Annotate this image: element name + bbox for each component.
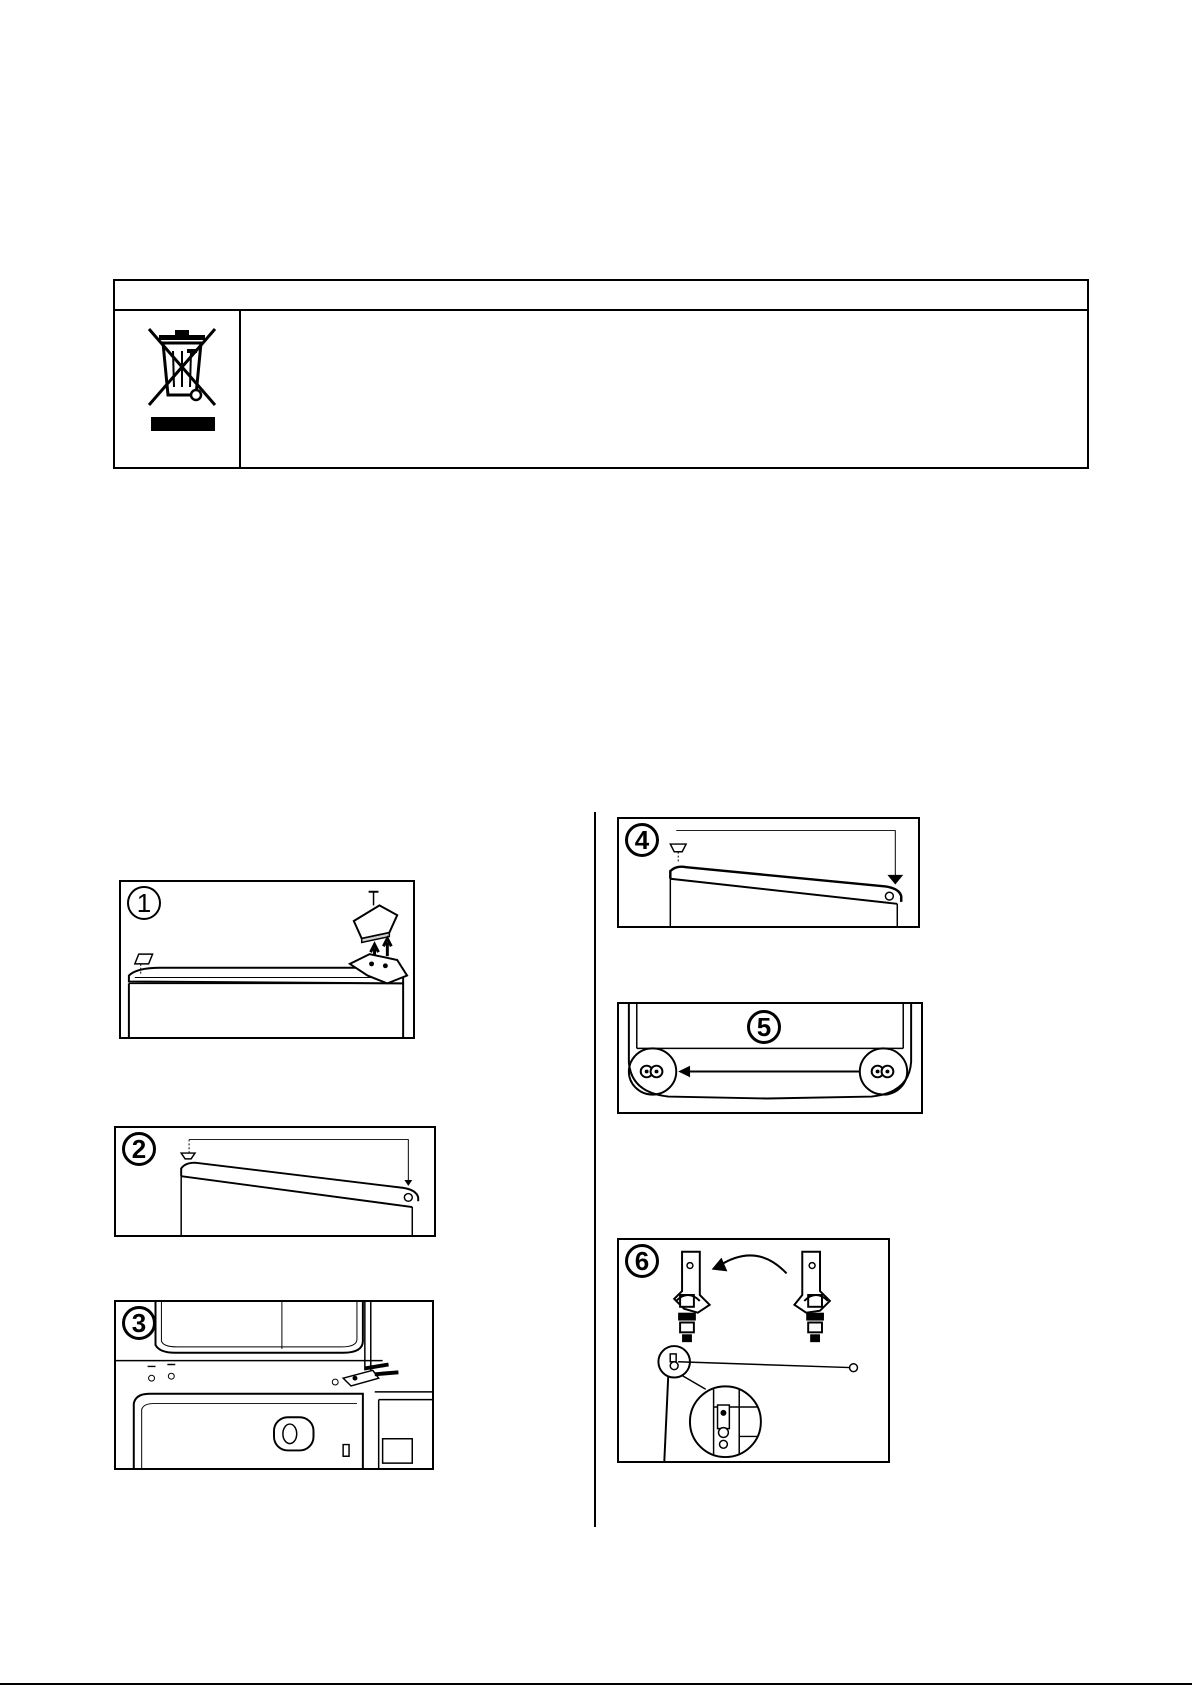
weee-text-cell [241,311,1087,467]
weee-icon-cell [115,311,241,467]
step-figure-4 [617,817,920,928]
step-figure-5 [617,1002,923,1114]
step-figure-2 [114,1126,436,1237]
step-number-1: 1 [127,886,161,920]
weee-disposal-table [113,279,1089,469]
step-figure-6 [617,1238,890,1463]
crossed-out-wheelie-bin-icon [143,321,221,441]
column-divider [594,812,596,1527]
step-number-3: 3 [122,1306,156,1340]
door-top-screw-icon [116,1128,434,1235]
step-number-4: 4 [625,823,659,857]
step-number-2: 2 [122,1132,156,1166]
step-number-5: 5 [747,1010,781,1044]
step-figure-3 [114,1300,434,1470]
step-figure-1 [119,880,415,1039]
middle-hinge-icon [116,1302,432,1468]
hinge-cover-removal-icon [121,882,413,1037]
door-top-screw-icon [619,819,918,926]
step-number-6: 6 [625,1244,659,1278]
weee-table-header [115,281,1087,311]
bottom-hinge-swap-icon [619,1240,888,1461]
